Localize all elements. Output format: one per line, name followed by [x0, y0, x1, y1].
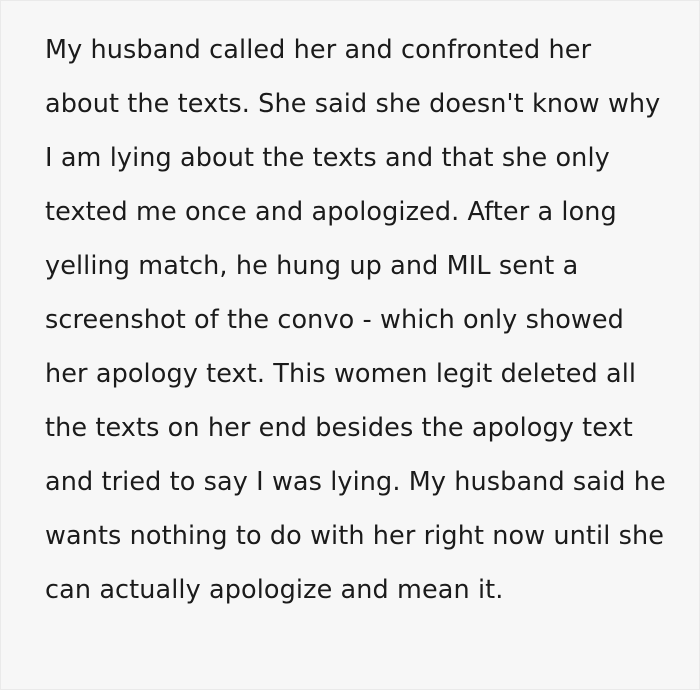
- story-paragraph: My husband called her and confronted her about the texts. She said she doesn't know why I am lying about the texts and that she only texted me once and apologized. After a long yelling match, he hung up and MIL sent a screenshot of the convo - which only showed her apology text. This women legit deleted all the texts on her end besides the apology text and tried to say I was lying. My husband said he wants nothing to do with her right now until she can actually apologize and mean it.: [45, 35, 674, 605]
